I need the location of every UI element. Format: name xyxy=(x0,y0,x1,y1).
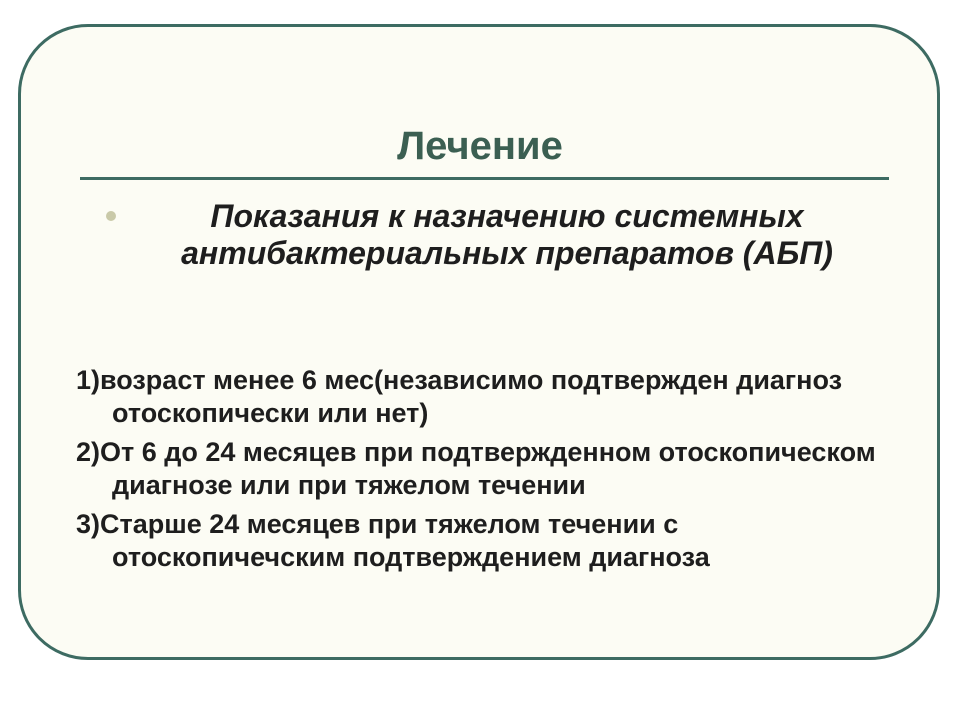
bullet-dot-icon xyxy=(106,211,116,221)
slide-title: Лечение xyxy=(397,124,563,168)
list-item: 2)От 6 до 24 месяцев при подтвержденном отоскопическом диагнозе или при тяжелом течении xyxy=(76,437,876,500)
bullet-heading: Показания к назначению системных антибактериальных препаратов (АБП) xyxy=(181,198,833,271)
title-underline xyxy=(80,177,889,180)
list-item: 3)Старше 24 месяцев при тяжелом течении с отоскопичечским подтверждением диагноза xyxy=(76,509,710,572)
indications-list xyxy=(76,364,916,580)
bullet-block xyxy=(96,198,876,272)
list-item: 1)возраст менее 6 мес(независимо подтвержден диагноз отоскопически или нет) xyxy=(76,365,843,428)
